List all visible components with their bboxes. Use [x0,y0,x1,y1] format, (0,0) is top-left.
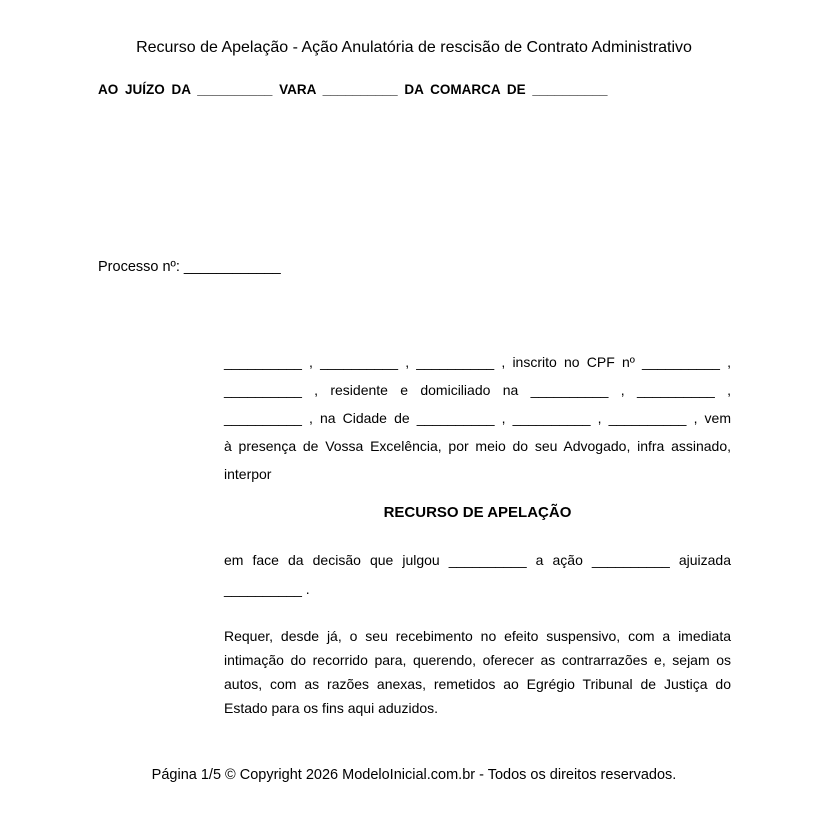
qualification-line: à presença de Vossa Excelência, por meio do seu Advogado, infra assinado, [224,438,731,454]
qualification-line: __________ , na Cidade de __________ , __________ , __________ , vem [224,410,731,426]
document-title: Recurso de Apelação - Ação Anulatória de rescisão de Contrato Administrativo [136,39,692,56]
qualification-line: __________ , __________ , __________ , inscrito no CPF nº __________ , [224,354,731,370]
request-line: Requer, desde já, o seu recebimento no efeito suspensivo, com a imediata [224,628,731,644]
court-header: AO JUÍZO DA __________ VARA __________ DA COMARCA DE __________ [98,82,608,97]
qualification-line: interpor [224,466,272,482]
request-line: autos, com as razões anexas, remetidos ao Egrégio Tribunal de Justiça do [224,676,731,692]
page-footer: Página 1/5 © Copyright 2026 ModeloInicial.com.br - Todos os direitos reservados. [151,767,677,783]
qualification-paragraph [224,348,731,488]
request-line: Estado para os fins aqui aduzidos. [224,700,439,716]
appeal-heading: RECURSO DE APELAÇÃO [383,504,572,521]
decision-paragraph [224,546,731,604]
qualification-line: __________ , residente e domiciliado na __________ , __________ , [224,382,731,398]
request-paragraph [224,624,731,720]
request-line: intimação do recorrido para, querendo, oferecer as contrarrazões e, sejam os [224,652,731,668]
decision-line: em face da decisão que julgou __________ a ação __________ ajuizada [224,552,731,568]
decision-line: __________ . [224,581,310,597]
process-number: Processo nº: ____________ [98,259,281,275]
